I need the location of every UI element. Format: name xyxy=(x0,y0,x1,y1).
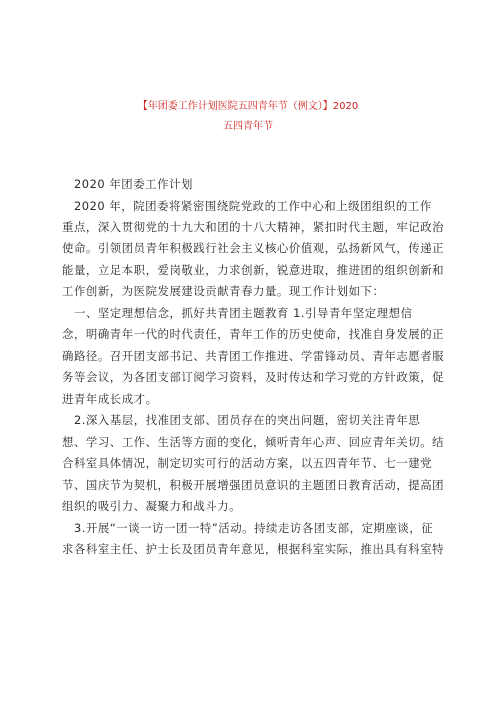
document-title-line-1: 【年团委工作计划医院五四青年节（例文）】2020 xyxy=(137,101,359,112)
body-line-3: 重点，深入贯彻党的十九大和团的十八大精神，紧扣时代主题，牢记政治 xyxy=(62,220,445,234)
body-line-18: 求各科室主任、护士长及团员青年意见，根据科室实际，推出具有科室特 xyxy=(62,542,445,556)
body-line-10: 务等会议，为各团支部订阅学习资料，及时传达和学习党的方针政策，促 xyxy=(62,370,445,384)
body-line-2: 2020 年，院团委将紧密围绕院党政的工作中心和上级团组织的工作 xyxy=(74,199,432,213)
body-line-11: 进青年成长成才。 xyxy=(62,392,158,406)
body-line-14: 合科室具体情况，制定切实可行的活动方案，以五四青年节、七一建党 xyxy=(62,456,433,470)
body-line-9: 确路径。召开团支部书记、共青团工作推进、学雷锋动员、青年志愿者服 xyxy=(62,349,445,363)
body-line-12: 2.深入基层，找准团支部、团员存在的突出问题，密切关注青年思 xyxy=(74,413,421,427)
body-line-1: 2020 年团委工作计划 xyxy=(74,177,193,191)
body-line-16: 组织的吸引力、凝聚力和战斗力。 xyxy=(62,499,242,513)
body-line-4: 使命。引领团员青年积极践行社会主义核心价值观，弘扬新风气，传递正 xyxy=(62,241,445,255)
body-line-5: 能量，立足本职，爱岗敬业，力求创新，锐意进取，推进团的组织创新和 xyxy=(62,263,445,277)
body-line-7: 一、坚定理想信念，抓好共青团主题教育 1.引导青年坚定理想信 xyxy=(74,306,413,320)
document-title-line-2: 五四青年节 xyxy=(223,121,273,132)
body-line-17: 3.开展“一谈一访一团一特”活动。持续走访各团支部，定期座谈，征 xyxy=(74,521,434,535)
body-line-8: 念，明确青年一代的时代责任，青年工作的历史使命，找准自身发展的正 xyxy=(62,327,445,341)
body-line-13: 想、学习、工作、生活等方面的变化，倾听青年心声、回应青年关切。结 xyxy=(62,435,445,449)
body-line-15: 节、国庆节为契机，积极开展增强团员意识的主题团日教育活动，提高团 xyxy=(62,478,445,492)
body-line-6: 工作创新，为医院发展建设贡献青春力量。现工作计划如下： xyxy=(62,284,385,298)
